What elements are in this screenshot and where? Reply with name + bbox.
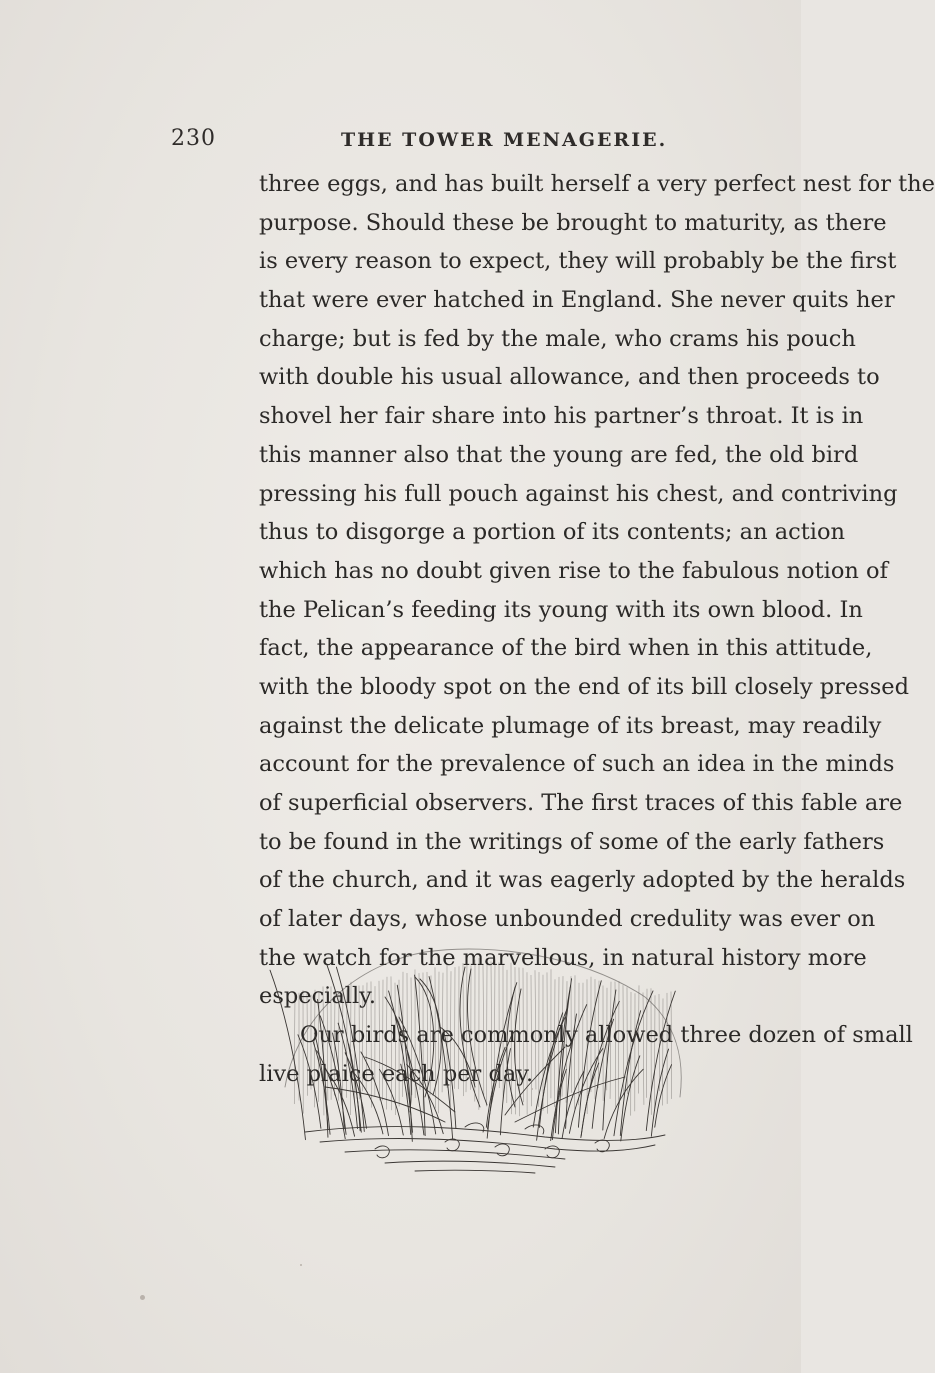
hatch-line — [294, 996, 295, 1104]
hatch-line — [494, 960, 495, 1089]
grass-blade — [270, 970, 305, 1139]
grass-blade — [327, 965, 361, 1133]
text-line: of the church, and it was eagerly adopted by the heralds — [259, 867, 906, 894]
text-line: live plaice each per day. — [259, 1060, 534, 1087]
hatch-line — [362, 985, 363, 1091]
paper-speck — [300, 1264, 302, 1266]
text-line: that were ever hatched in England. She never quits her — [259, 287, 895, 314]
text-line: is every reason to expect, they will probably be the first — [259, 248, 897, 275]
page-number: 230 — [171, 126, 216, 151]
running-head — [171, 126, 731, 166]
hatch-line — [307, 993, 308, 1095]
hatch-line — [531, 975, 532, 1106]
grass-blade — [443, 1030, 455, 1129]
text-line: especially. — [259, 983, 377, 1010]
text-line: the watch for the marvellous, in natural history more — [259, 944, 867, 971]
text-line: this manner also that the young are fed, the old bird — [259, 441, 859, 468]
text-line: purpose. Should these be brought to maturity, as there — [259, 209, 887, 236]
text-line: thus to disgorge a portion of its contents; an action — [259, 519, 845, 546]
hatch-line — [466, 962, 467, 1092]
text-line: of later days, whose unbounded credulity was ever on — [259, 906, 876, 933]
text-line: with the bloody spot on the end of its bill closely pressed — [259, 673, 909, 700]
hatch-line — [535, 970, 536, 1089]
hatch-line — [386, 977, 387, 1109]
paper-speck — [531, 1088, 533, 1090]
hatch-line — [566, 981, 567, 1102]
hatch-line — [427, 972, 428, 1091]
hatch-line — [463, 963, 464, 1096]
grass-blade — [315, 1033, 328, 1129]
grass-blade — [655, 1065, 672, 1128]
text-line: fact, the appearance of the bird when in this attitude, — [259, 635, 873, 662]
hatch-line — [350, 982, 351, 1115]
text-line: Our birds are commonly allowed three dozen of small — [300, 1022, 913, 1049]
hatch-line — [442, 973, 443, 1092]
text-line: charge; but is fed by the male, who crams his pouch — [259, 325, 856, 352]
text-line: three eggs, and has built herself a very perfect nest for the — [259, 171, 935, 197]
hatch-line — [615, 982, 616, 1109]
woodcut-vignette — [265, 937, 695, 1182]
hatch-line — [391, 977, 392, 1110]
text-line: with double his usual allowance, and then proceeds to — [259, 364, 880, 391]
hatch-line — [450, 971, 451, 1112]
hatch-line — [638, 986, 639, 1094]
hatch-line — [395, 983, 396, 1115]
hatch-line — [643, 993, 644, 1105]
text-line: to be found in the writings of some of the early fathers — [259, 828, 885, 855]
grass-blade — [651, 1049, 668, 1136]
grass-blade — [558, 979, 571, 1134]
grass-blade — [603, 990, 616, 1130]
text-line: account for the prevalence of such an idea in the minds — [259, 751, 895, 778]
hatch-line — [491, 962, 492, 1090]
text-line: which has no doubt given rise to the fabulous notion of — [259, 557, 888, 584]
grass-blade — [354, 1073, 383, 1133]
text-line: pressing his full pouch against his chest, and contriving — [259, 480, 898, 507]
text-line: of superficial observers. The first traces of this fable are — [259, 790, 903, 816]
paper-speck — [140, 1295, 145, 1300]
text-line: the Pelican’s feeding its young with its own blood. In — [259, 596, 863, 623]
grass-blade — [298, 1035, 321, 1129]
hatch-line — [342, 988, 343, 1097]
running-title: THE TOWER MENAGERIE. — [341, 129, 668, 151]
text-line: shovel her fair share into his partner’s throat. It is in — [259, 403, 864, 430]
hatch-line — [379, 981, 380, 1100]
hatch-line — [671, 992, 672, 1099]
text-line: against the delicate plumage of its breast, may readily — [259, 712, 882, 739]
hatch-line — [598, 981, 599, 1088]
hatch-line — [438, 972, 439, 1113]
hatch-line — [366, 983, 367, 1090]
grass-blade — [578, 981, 601, 1127]
hatch-line — [483, 965, 484, 1097]
